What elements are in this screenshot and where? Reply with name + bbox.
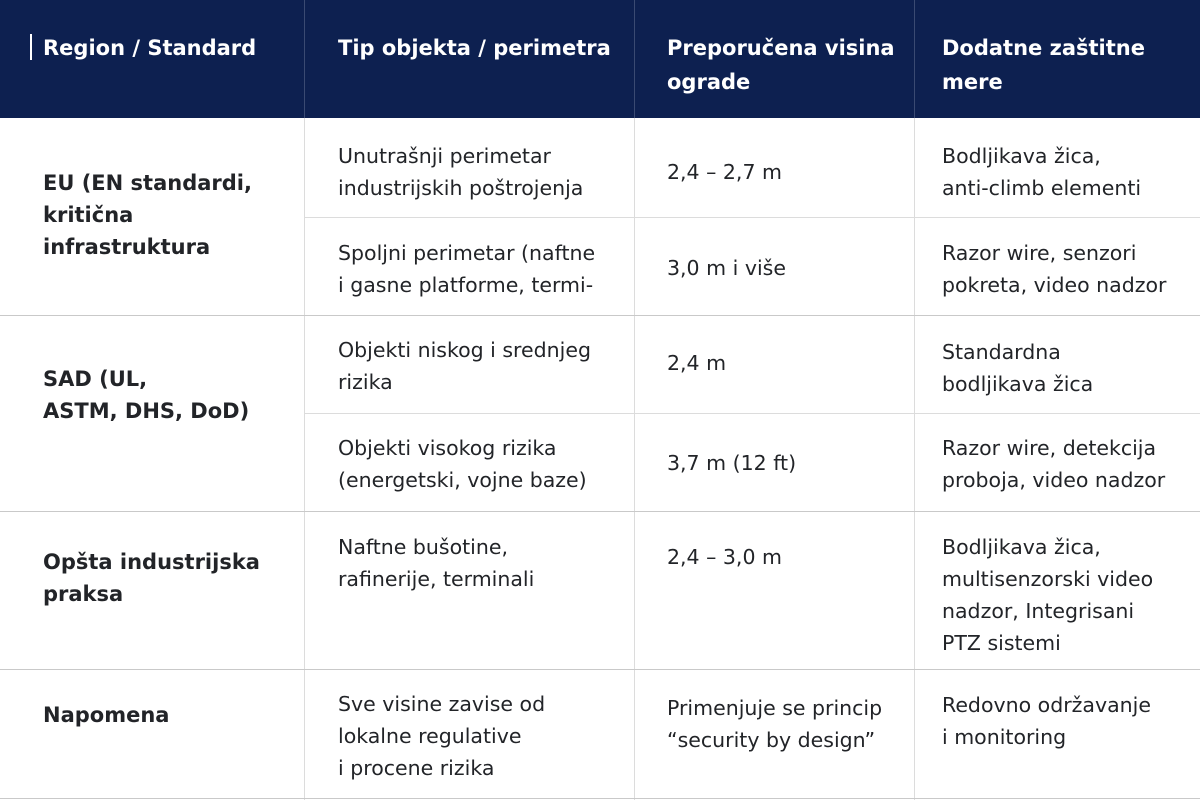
group-divider [0, 511, 1200, 512]
region-line: infrastruktura [43, 235, 211, 259]
header-region [43, 0, 256, 118]
eu-r1-height [667, 156, 782, 188]
region-line: SAD (UL, [43, 367, 148, 391]
cell-line: i gasne platforme, termi- [338, 273, 594, 297]
cell-line: (energetski, vojne baze) [338, 468, 587, 492]
cell-line: multisenzorski video [942, 567, 1154, 591]
region-eu [43, 167, 252, 263]
cell-line: Sve visine zavise od [338, 692, 546, 716]
row-divider [304, 413, 1200, 414]
header-height-line: Preporučena visina [667, 36, 895, 60]
header-separator [914, 0, 915, 118]
table-header [0, 0, 1200, 118]
cell-line: Spoljni perimetar (naftne [338, 241, 596, 265]
cell-line: bodljikava žica [942, 372, 1094, 396]
napomena-height [667, 692, 882, 756]
cell-line: 3,0 m i više [667, 256, 786, 280]
cell-line: pokreta, video nadzor [942, 273, 1167, 297]
cell-line: anti-climb elementi [942, 176, 1142, 200]
cell-line: industrijskih poštrojenja [338, 176, 584, 200]
region-line: ASTM, DHS, DoD) [43, 399, 250, 423]
header-separator [304, 0, 305, 118]
header-height-line: ograde [667, 70, 751, 94]
cell-line: i monitoring [942, 725, 1067, 749]
cell-line: Bodljikava žica, [942, 535, 1101, 559]
sad-r2-type [338, 432, 587, 496]
cell-line: 2,4 – 3,0 m [667, 545, 782, 569]
cell-line: 2,4 – 2,7 m [667, 160, 782, 184]
opsta-type [338, 531, 534, 595]
header-type [338, 0, 611, 118]
cell-line: Razor wire, detekcija [942, 436, 1157, 460]
sad-r1-type [338, 334, 591, 398]
cell-line: i procene rizika [338, 756, 495, 780]
region-line: praksa [43, 582, 124, 606]
header-measures-line: Dodatne zaštitne [942, 36, 1145, 60]
eu-r1-type [338, 140, 583, 204]
header-region-line: Region / Standard [43, 36, 257, 60]
cell-line: 3,7 m (12 ft) [667, 451, 797, 475]
cell-line: rafinerije, terminali [338, 567, 535, 591]
opsta-height [667, 541, 782, 573]
header-measures [942, 0, 1145, 118]
cell-line: Naftne bušotine, [338, 535, 508, 559]
header-measures-line: mere [942, 70, 1003, 94]
region-line: Napomena [43, 703, 170, 727]
eu-r2-height [667, 252, 786, 284]
sad-r2-height [667, 447, 796, 479]
header-accent-bar [30, 34, 32, 60]
cell-line: PTZ sistemi [942, 631, 1061, 655]
cell-line: Unutrašnji perimetar [338, 144, 551, 168]
group-divider [0, 315, 1200, 316]
cell-line: lokalne regulative [338, 724, 522, 748]
region-line: EU (EN standardi, [43, 171, 252, 195]
eu-r2-type [338, 237, 595, 301]
header-type-line: Tip objekta / perimetra [338, 36, 611, 60]
cell-line: Redovno održavanje [942, 693, 1151, 717]
cell-line: Razor wire, senzori [942, 241, 1137, 265]
sad-r1-height [667, 347, 726, 379]
region-sad [43, 363, 249, 427]
napomena-measures [942, 689, 1151, 753]
cell-line: Objekti niskog i srednjeg [338, 338, 591, 362]
napomena-type [338, 688, 545, 784]
region-line: kritična [43, 203, 134, 227]
column-divider [304, 118, 305, 800]
cell-line: Primenjuje se princip [667, 696, 883, 720]
table-bottom-border [0, 798, 1200, 799]
cell-line: proboja, video nadzor [942, 468, 1166, 492]
cell-line: 2,4 m [667, 351, 727, 375]
region-napomena [43, 699, 169, 731]
eu-r2-measures [942, 237, 1166, 301]
region-opsta [43, 546, 260, 610]
opsta-measures [942, 531, 1153, 659]
sad-r2-measures [942, 432, 1165, 496]
column-divider [634, 118, 635, 800]
sad-r1-measures [942, 336, 1093, 400]
column-divider [914, 118, 915, 800]
group-divider [0, 669, 1200, 670]
eu-r1-measures [942, 140, 1141, 204]
cell-line: rizika [338, 370, 393, 394]
header-separator [634, 0, 635, 118]
cell-line: Objekti visokog rizika [338, 436, 557, 460]
row-divider [304, 217, 1200, 218]
cell-line: nadzor, Integrisani [942, 599, 1135, 623]
header-height [667, 0, 895, 118]
cell-line: “security by design” [667, 728, 876, 752]
cell-line: Standardna [942, 340, 1061, 364]
region-line: Opšta industrijska [43, 550, 260, 574]
cell-line: Bodljikava žica, [942, 144, 1101, 168]
